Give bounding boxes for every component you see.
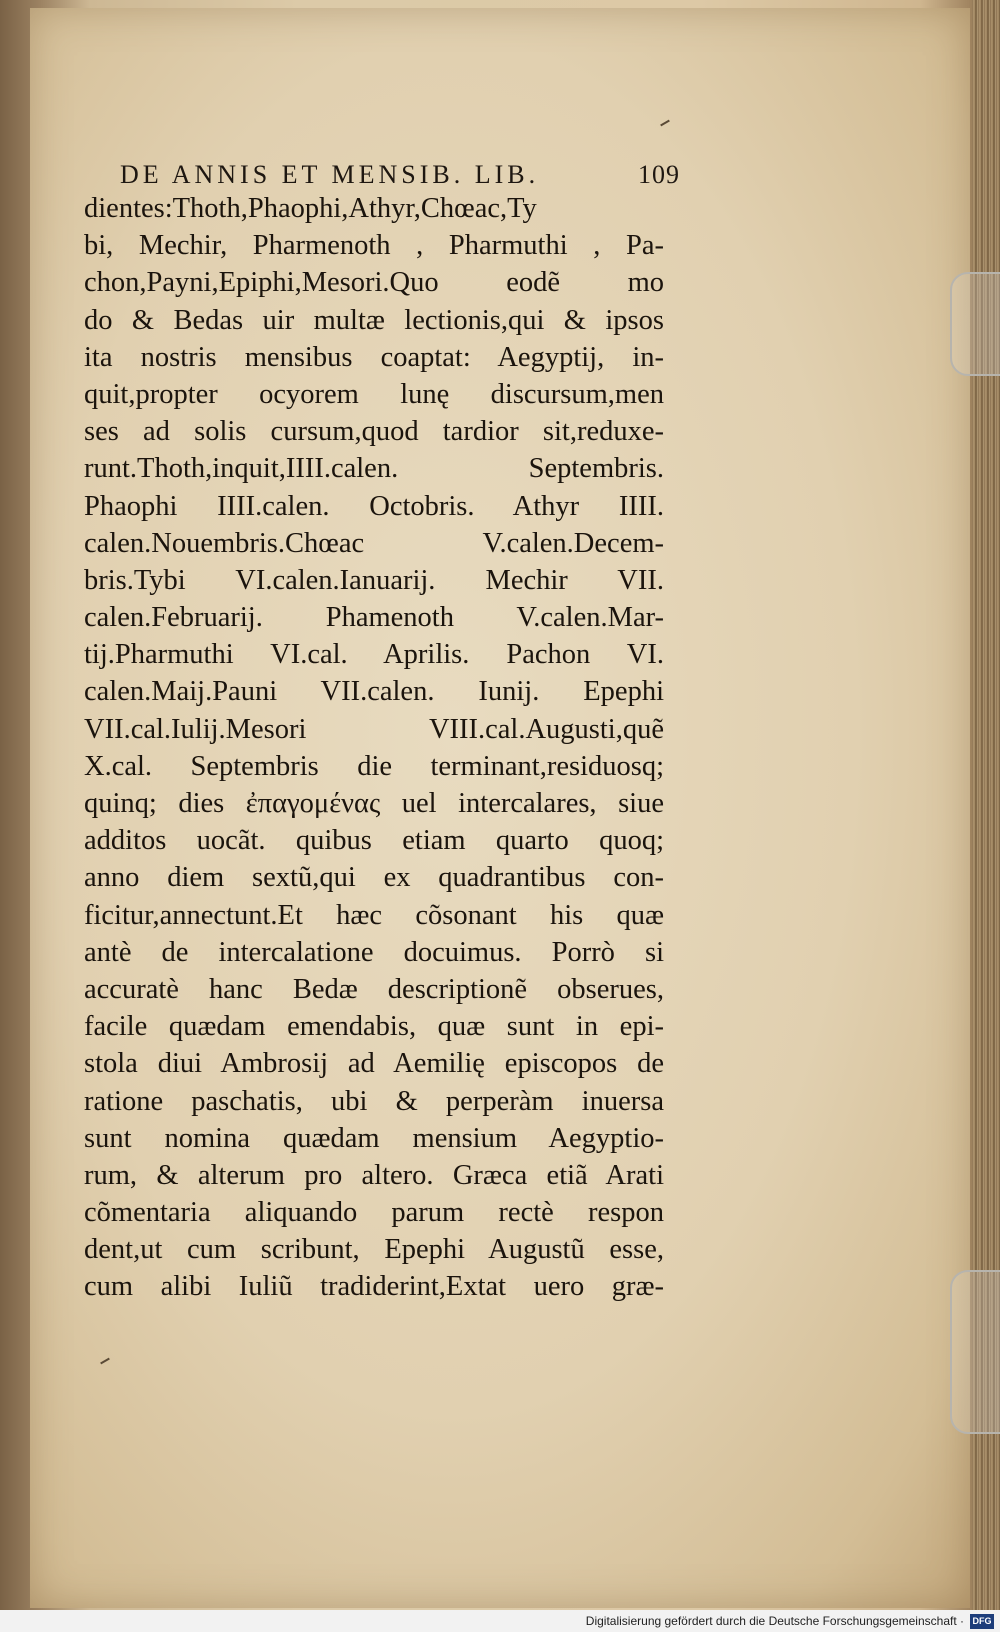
text-line: runt.Thoth,inquit,IIII.calen. Septembris. — [84, 453, 664, 485]
text-line: dent,ut cum scribunt, Epephi Augustũ esse, — [84, 1234, 664, 1266]
text-line: ratione paschatis, ubi & perperàm inuersa — [84, 1085, 664, 1117]
text-line: bi, Mechir, Pharmenoth , Pharmuthi , Pa- — [84, 230, 664, 262]
text-line: rum, & alterum pro altero. Græca etiã Arati — [84, 1159, 664, 1191]
text-line: quit,propter ocyorem lunę discursum,men — [84, 378, 664, 410]
text-line: Phaophi IIII.calen. Octobris. Athyr IIII. — [84, 490, 664, 522]
dfg-logo: DFG — [970, 1614, 994, 1629]
text-line: ficitur,annectunt.Et hæc cõsonant his quæ — [84, 899, 664, 931]
text-line: quinq; dies ἐπαγομένας uel intercalares, siue — [84, 788, 664, 819]
text-line: X.cal. Septembris die terminant,residuosq; — [84, 750, 664, 782]
text-line: cum alibi Iuliũ tradiderint,Extat uero græ- — [84, 1271, 664, 1303]
text-line: dientes:Thoth,Phaophi,Athyr,Chœac,Ty — [84, 193, 537, 224]
text-line: VII.cal.Iulij.Mesori VIII.cal.Augusti,quẽ — [84, 713, 664, 745]
running-header — [120, 160, 680, 190]
text-line: accuratè hanc Bedæ descriptionẽ obserues, — [84, 973, 664, 1005]
text-line: anno diem sextũ,qui ex quadrantibus con- — [84, 862, 664, 894]
text-line: facile quædam emendabis, quæ sunt in epi- — [84, 1011, 664, 1043]
text-line: antè de intercalatione docuimus. Porrò si — [84, 936, 664, 968]
text-line: chon,Payni,Epiphi,Mesori.Quo eodẽ mo — [84, 267, 664, 299]
funding-credit: Digitalisierung gefördert durch die Deutsche Forschungsgemeinschaft · — [585, 1614, 964, 1628]
text-line: ita nostris mensibus coaptat: Aegyptij, in- — [84, 341, 664, 373]
text-line: calen.Maij.Pauni VII.calen. Iunij. Epephi — [84, 676, 664, 708]
body-text — [84, 190, 664, 1306]
page-clip-bottom — [950, 1270, 1000, 1434]
text-line: bris.Tybi VI.calen.Ianuarij. Mechir VII. — [84, 564, 664, 596]
text-line: additos uocãt. quibus etiam quarto quoq; — [84, 825, 664, 857]
text-line: calen.Februarij. Phamenoth V.calen.Mar- — [84, 602, 664, 634]
text-line: do & Bedas uir multæ lectionis,qui & ipsos — [84, 304, 664, 336]
running-title: DE ANNIS ET MENSIB. LIB. — [120, 160, 540, 189]
text-line: calen.Nouembris.Chœac V.calen.Decem- — [84, 527, 664, 559]
text-line: stola diui Ambrosij ad Aemilię episcopos de — [84, 1048, 664, 1080]
page-number: 109 — [638, 160, 680, 189]
text-line: cõmentaria aliquando parum rectè respon — [84, 1197, 664, 1229]
text-line: tij.Pharmuthi VI.cal. Aprilis. Pachon VI. — [84, 639, 664, 671]
text-line: sunt nomina quædam mensium Aegyptio- — [84, 1122, 664, 1154]
footer-bar — [0, 1610, 1000, 1632]
page-clip-top — [950, 272, 1000, 376]
text-line: ses ad solis cursum,quod tardior sit,reduxe- — [84, 416, 664, 448]
